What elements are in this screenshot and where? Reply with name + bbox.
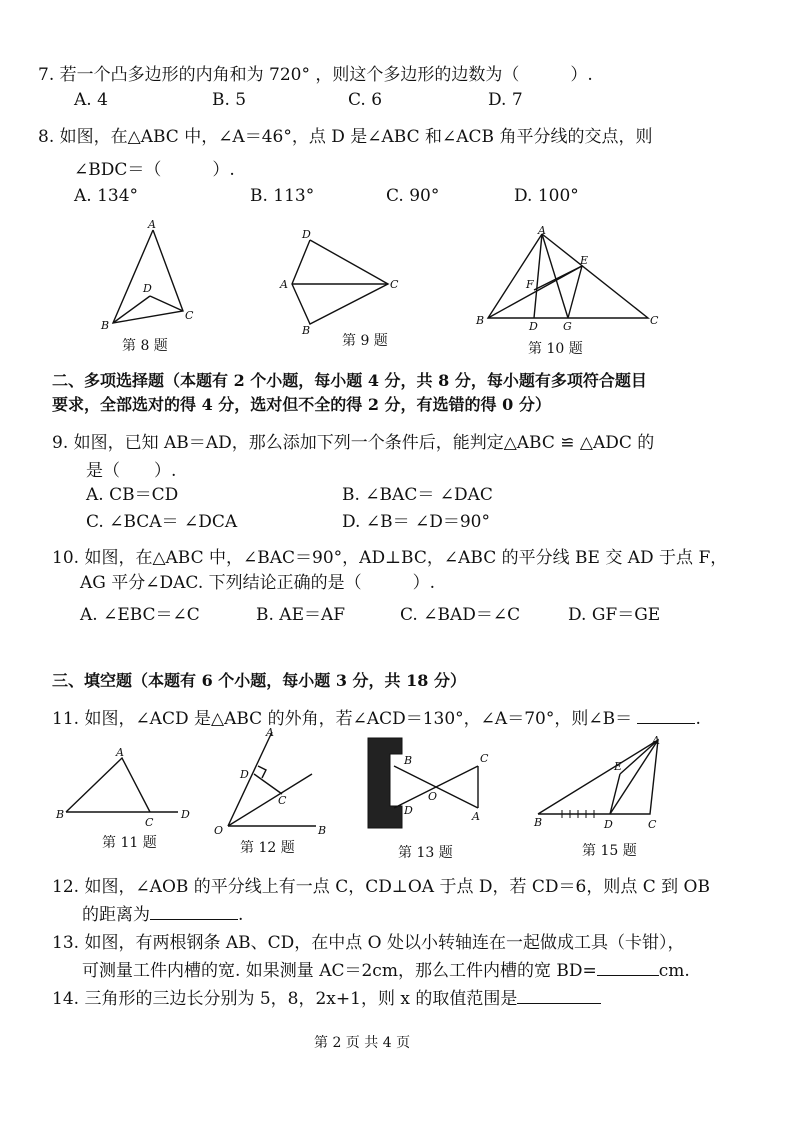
fig13-label-d: D — [404, 804, 413, 817]
fig11-label-c: C — [145, 816, 154, 828]
fig13-label-a: A — [472, 810, 480, 823]
fig12-label-c: C — [278, 794, 287, 807]
q12-line2: 的距离为 — [82, 905, 150, 925]
fig9-label-d: D — [302, 228, 311, 241]
q12-line1: 12. 如图，∠AOB 的平分线上有一点 C，CD⊥OA 于点 D，若 CD＝6，则点 C 到 OB — [52, 877, 710, 897]
q8-option-c: C. 90° — [386, 186, 440, 206]
fig11-label-b: B — [56, 808, 65, 821]
q8-option-b: B. 113° — [250, 186, 315, 206]
q11-text: 11. 如图，∠ACD 是△ABC 的外角，若∠ACD＝130°，∠A＝70°，则∠B＝ — [52, 709, 633, 729]
fig12-label-b: B — [318, 824, 327, 836]
q9-option-b: B. ∠BAC＝ ∠DAC — [342, 485, 493, 505]
q8-option-a: A. 134° — [74, 186, 139, 206]
q12-end: . — [238, 905, 244, 925]
fig9-label-c: C — [390, 278, 399, 291]
q9-line2: 是（ ）. — [86, 461, 177, 481]
fig15-caption: 第 15 题 — [582, 843, 637, 859]
figure-15 — [532, 732, 672, 834]
page-number: 第 2 页 共 4 页 — [314, 1035, 411, 1051]
fig10-label-a: A — [538, 224, 546, 237]
section2-line2: 要求，全部选对的得 4 分，选对但不全的得 2 分，有选错的得 0 分） — [52, 395, 551, 414]
q9-line1: 9. 如图，已知 AB＝AD，那么添加下列一个条件后，能判定△ABC ≌ △ADC 的 — [52, 433, 655, 453]
q10-option-c: C. ∠BAD＝∠C — [400, 605, 521, 625]
fig10-label-g: G — [563, 320, 572, 333]
q10-option-d: D. GF＝GE — [568, 605, 661, 625]
q12-answer-blank[interactable] — [150, 905, 238, 920]
q9-option-c: C. ∠BCA＝ ∠DCA — [86, 512, 238, 532]
q8-option-d: D. 100° — [514, 186, 579, 206]
q10-option-a: A. ∠EBC＝∠C — [80, 605, 200, 625]
fig10-label-c: C — [650, 314, 659, 327]
fig8-label-c: C — [185, 309, 194, 322]
fig13-workpiece — [368, 738, 402, 828]
q9-option-a: A. CB＝CD — [86, 485, 179, 505]
fig10-label-f: F — [526, 278, 534, 291]
q7-option-b: B. 5 — [212, 90, 247, 110]
q7-text: 7. 若一个凸多边形的内角和为 720° ，则这个多边形的边数为（ ）. — [38, 65, 593, 85]
q8-line1: 8. 如图，在△ABC 中，∠A＝46°，点 D 是∠ABC 和∠ACB 角平分线的交点，则 — [38, 127, 653, 147]
fig8-label-b: B — [101, 319, 110, 330]
q13-line2-wrap — [82, 956, 690, 981]
q7-option-d: D. 7 — [488, 90, 523, 110]
fig10-label-b: B — [476, 314, 485, 327]
q10-option-b: B. AE＝AF — [256, 605, 346, 625]
fig13-label-o: O — [428, 790, 438, 803]
fig15-label-c: C — [648, 818, 657, 831]
q13-answer-blank[interactable] — [597, 961, 659, 976]
fig10-label-d: D — [529, 320, 538, 333]
q11-question — [52, 704, 701, 729]
fig15-label-d: D — [604, 818, 613, 831]
q8-line2: ∠BDC＝（ ）. — [74, 160, 235, 180]
fig12-caption: 第 12 题 — [240, 840, 295, 856]
q14-question — [52, 984, 601, 1009]
fig13-caption: 第 13 题 — [398, 845, 453, 861]
fig9-label-a: A — [280, 278, 288, 291]
fig8-label-d: D — [143, 282, 152, 295]
q7-option-a: A. 4 — [74, 90, 108, 110]
fig15-label-e: E — [614, 760, 623, 773]
figure-11 — [54, 744, 194, 828]
q13-line2: 可测量工件内槽的宽. 如果测量 AC＝2cm，那么工件内槽的宽 BD= — [82, 961, 597, 981]
fig13-label-c: C — [480, 752, 489, 765]
q13-unit: cm. — [658, 961, 690, 981]
fig12-label-d: D — [240, 768, 249, 781]
fig15-label-a: A — [652, 734, 660, 747]
q13-line1: 13. 如图，有两根钢条 AB、CD，在中点 O 处以小转轴连在一起做成工具（卡钳）， — [52, 933, 685, 953]
fig11-caption: 第 11 题 — [102, 835, 157, 851]
fig9-label-b: B — [302, 324, 311, 334]
fig15-label-b: B — [534, 816, 543, 829]
fig8-label-a: A — [148, 218, 156, 231]
section2-line1: 二、多项选择题（本题有 2 个小题，每小题 4 分，共 8 分，每小题有多项符合题目 — [52, 371, 647, 390]
figure-9 — [272, 222, 402, 334]
section3-title: 三、填空题（本题有 6 个小题，每小题 3 分，共 18 分） — [52, 671, 466, 690]
fig11-label-a: A — [116, 746, 124, 759]
q7-option-c: C. 6 — [348, 90, 383, 110]
q11-end: . — [695, 709, 701, 729]
q11-answer-blank[interactable] — [637, 709, 695, 724]
figure-8 — [95, 218, 205, 330]
q10-line2: AG 平分∠DAC. 下列结论正确的是（ ）. — [80, 573, 436, 593]
q14-answer-blank[interactable] — [517, 989, 601, 1004]
fig12-label-o: O — [214, 824, 224, 836]
figure-12 — [208, 724, 338, 836]
fig13-label-b: B — [404, 754, 413, 767]
fig10-label-e: E — [580, 254, 589, 267]
figure-13 — [364, 736, 504, 834]
q10-line1: 10. 如图，在△ABC 中，∠BAC＝90°，AD⊥BC，∠ABC 的平分线 BE 交 AD 于点 F， — [52, 548, 728, 568]
fig9-caption: 第 9 题 — [342, 333, 388, 349]
fig12-label-a: A — [266, 726, 274, 739]
q14-text: 14. 三角形的三边长分别为 5，8，2x+1，则 x 的取值范围是 — [52, 989, 518, 1009]
q12-line2-wrap — [82, 900, 243, 925]
q9-option-d: D. ∠B＝ ∠D＝90° — [342, 512, 490, 532]
figure-10 — [470, 222, 660, 334]
fig10-caption: 第 10 题 — [528, 341, 583, 357]
fig11-label-d: D — [181, 808, 190, 821]
fig8-caption: 第 8 题 — [122, 338, 168, 354]
